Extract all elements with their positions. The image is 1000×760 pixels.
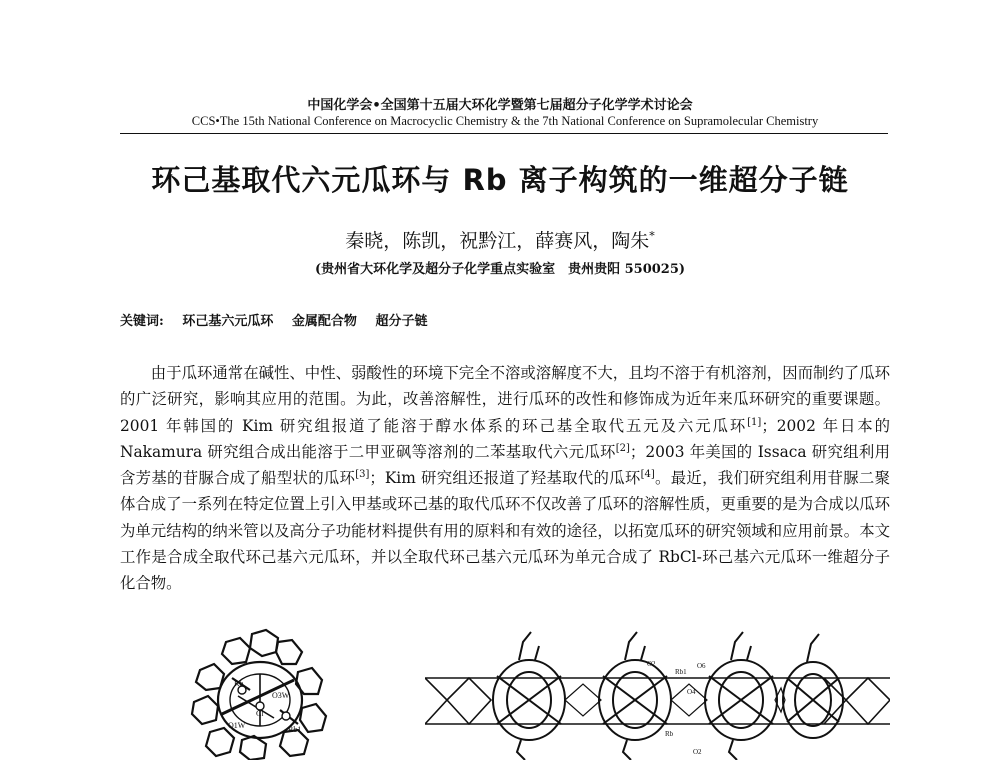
- conference-header-en: CCS•The 15th National Conference on Macrocyclic Chemistry & the 7th National Conference on Supramolecular Chemistry: [191, 114, 819, 128]
- atom-label: Rb1: [675, 668, 687, 676]
- body-sentence: ；2003 年美国的 Issaca 研究组利用含芳基的苷脲合成了船型状的瓜环: [120, 442, 890, 488]
- rb-atom: [282, 712, 290, 720]
- body-text: [120, 360, 890, 597]
- q6-unit: [705, 632, 777, 760]
- conference-header-cn: 中国化学会•全国第十五届大环化学暨第七届超分子化学学术讨论会: [307, 98, 693, 113]
- keywords-label: 关键词:: [120, 314, 164, 329]
- atom-label: Rb1: [288, 725, 302, 734]
- author-list: [0, 226, 1000, 253]
- keyword: 金属配合物: [291, 314, 357, 329]
- body-sentence: 由于瓜环通常在碱性、中性、弱酸性的环境下完全不溶或溶解度不大，且均不溶于有机溶剂，因而制约了瓜环的广泛研究，影响其应用的范围。为此，改善溶解性，进行瓜环的改性和修饰成为近年来瓜环研究的重要课题。2001 年韩国的 Kim 研究组报道了能溶于醇水体系的环己基全取代五元及六元瓜环: [120, 364, 890, 435]
- q6-unit: [599, 632, 671, 760]
- body-sentence: ；2002 年日本的 Nakamura 研究组合成出能溶于二甲亚砜等溶剂的二苯基取代六元瓜环: [120, 416, 891, 461]
- figure-complex-structure: [190, 628, 330, 760]
- citation-ref[interactable]: [3]: [355, 469, 370, 481]
- authors-text: 秦晓，陈凯，祝黔江，薛赛风，陶朱: [345, 230, 650, 252]
- keyword: 超分子链: [375, 314, 428, 329]
- atom-label: O3W: [272, 691, 290, 700]
- atom-label: O2: [693, 748, 702, 756]
- citation-ref[interactable]: [1]: [747, 416, 762, 428]
- body-sentence: 。最近，我们研究组利用苷脲二聚体合成了一系列在特定位置上引入甲基或环己基的取代瓜环不仅改善了瓜环的溶解性质，更重要的是为合成以瓜环为单元结构的纳米管以及高分子功能材料提供有用的原料和有效的途径，以拓宽瓜环的研究领域和应用前景。本文工作是合成全取代环己基六元瓜环，并以全取代环己基六元瓜环为单元合成了 RbCl-环己基六元瓜环一维超分子化合物。: [120, 469, 890, 593]
- header-rule: [120, 133, 888, 134]
- atom-label: Cl: [256, 709, 264, 718]
- atom-label: Rb: [234, 679, 244, 688]
- citation-ref[interactable]: [2]: [615, 442, 630, 454]
- atom-label: O1W: [228, 721, 246, 730]
- keyword: 环己基六元瓜环: [182, 314, 274, 329]
- atom-label: O6: [697, 662, 706, 670]
- citation-ref[interactable]: [4]: [640, 469, 655, 481]
- molecule-drawing: [192, 630, 326, 760]
- body-sentence: ；Kim 研究组还报道了羟基取代的瓜环: [369, 469, 641, 488]
- keywords: [120, 310, 441, 329]
- chain-units: [493, 632, 843, 760]
- paper-title: 环己基取代六元瓜环与 Rb 离子构筑的一维超分子链: [151, 163, 849, 197]
- q6-unit: [783, 634, 843, 738]
- figure-supramolecular-chain: [425, 628, 890, 760]
- affiliation: (贵州省大环化学及超分子化学重点实验室 贵州贵阳 550025): [314, 262, 686, 277]
- atom-label: O2: [647, 660, 656, 668]
- body-paragraph: [120, 360, 890, 597]
- corresponding-author-mark: *: [649, 229, 655, 243]
- atom-label: O4: [687, 688, 696, 696]
- atom-label: Rb: [665, 730, 674, 738]
- q6-unit: [493, 632, 565, 760]
